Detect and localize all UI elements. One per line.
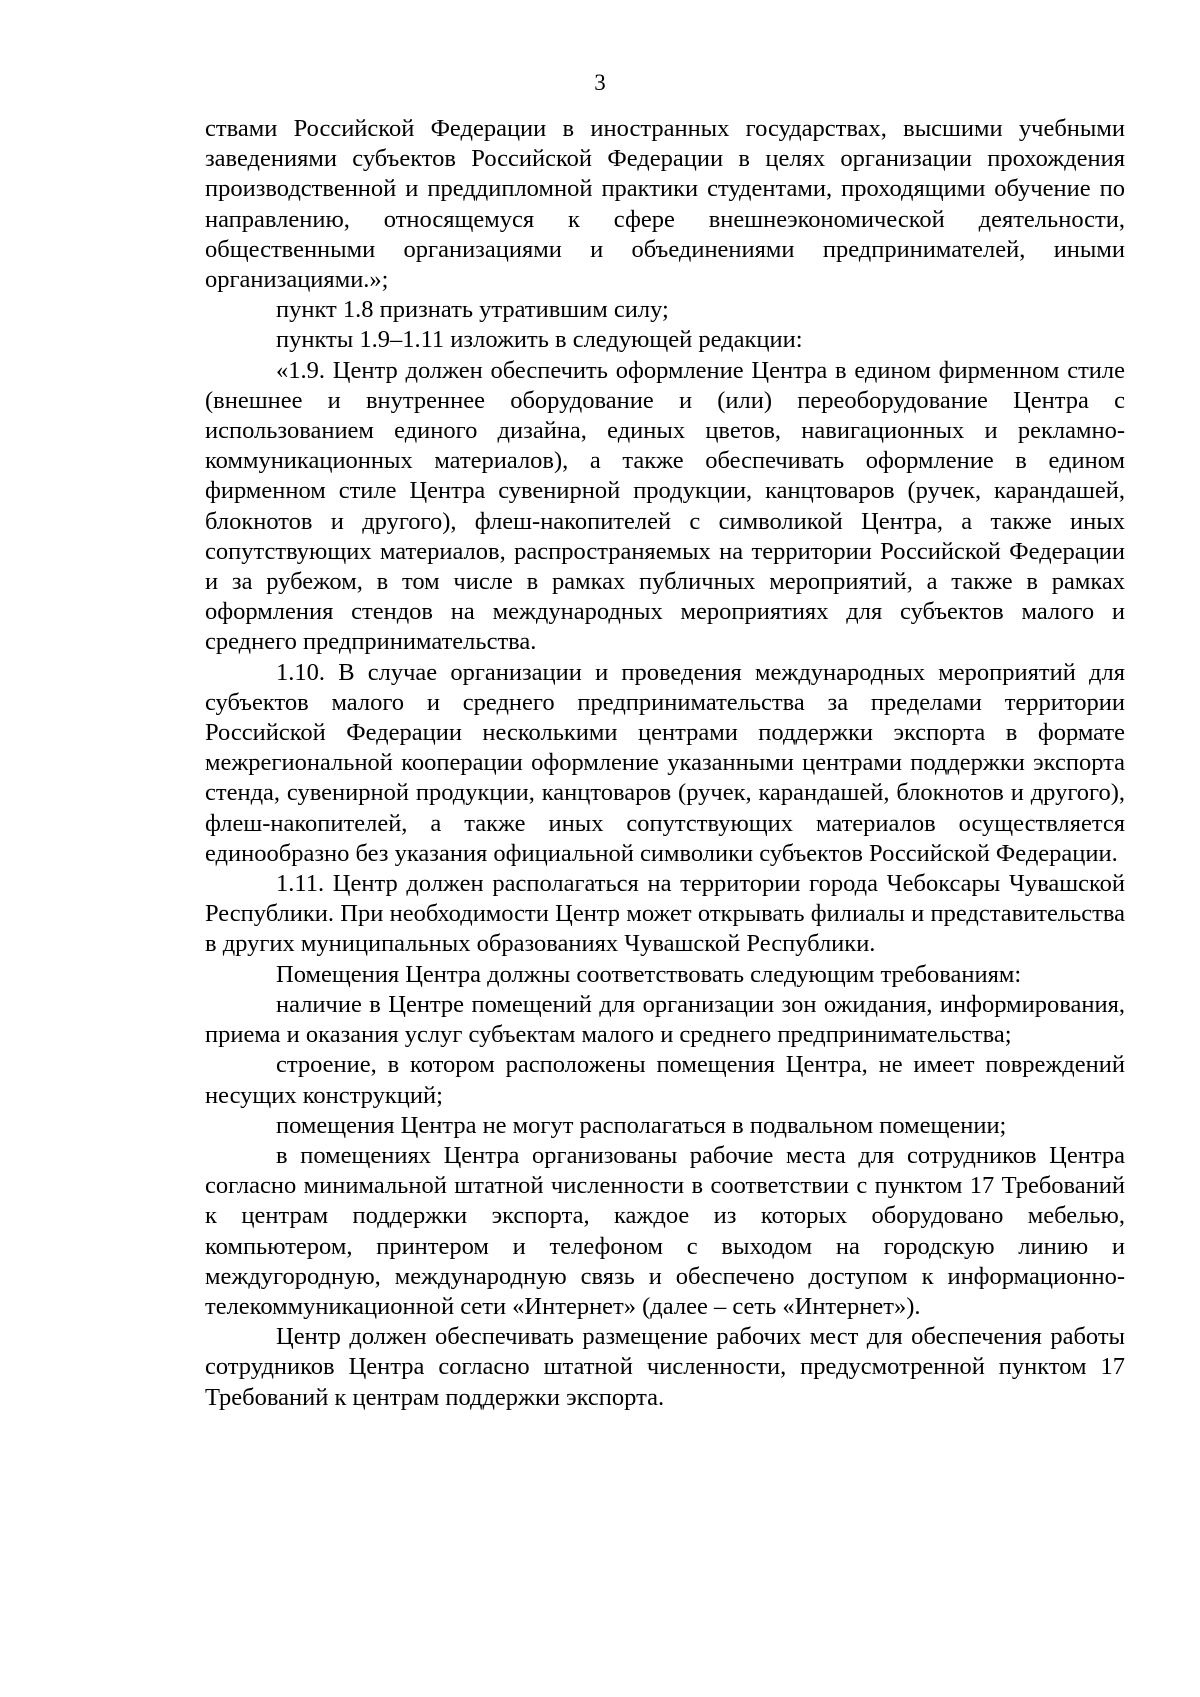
- paragraph: в помещениях Центра организованы рабочие места для сотрудников Центра согласно минимальной штатной численности в соответствии с пунктом 17 Требований к центрам поддержки экспорта, каждое из которых оборудовано мебелью, компьютером, принтером и телефоном с выходом на городскую линию и междугородную, международную связь и обеспечено доступом к информационно-телекоммуникационной сети «Интернет» (далее – сеть «Интернет»).: [205, 1141, 1125, 1320]
- paragraph: Центр должен обеспечивать размещение рабочих мест для обеспечения работы сотрудников Центра согласно штатной численности, предусмотренной пунктом 17 Требований к центрам поддержки экспорта.: [205, 1323, 1125, 1411]
- paragraph: 1.10. В случае организации и проведения международных мероприятий для субъектов малого и среднего предпринимательства за пределами территории Российской Федерации несколькими центрами поддержки экспорта в формате межрегиональной кооперации оформление указанными центрами поддержки экспорта стенда, сувенирной продукции, канцтоваров (ручек, карандашей, блокнотов и другого), флеш-накопителей, а также иных сопутствующих материалов осуществляется единообразно без указания официальной символики субъектов Российской Федерации.: [205, 658, 1125, 867]
- paragraph: пункты 1.9–1.11 изложить в следующей редакции:: [276, 326, 803, 354]
- paragraph: помещения Центра не могут располагаться в подвальном помещении;: [276, 1111, 1007, 1139]
- paragraph: наличие в Центре помещений для организации зон ожидания, информирования, приема и оказания услуг субъектам малого и среднего предпринимательства;: [205, 990, 1125, 1049]
- paragraph: строение, в котором расположены помещения Центра, не имеет повреждений несущих конструкций;: [205, 1051, 1125, 1109]
- paragraph: «1.9. Центр должен обеспечить оформление Центра в едином фирменном стиле (внешнее и внутреннее оборудование и (или) переоборудование Центра с использованием единого дизайна, единых цветов, навигационных и рекламно-коммуникационных материалов), а также обеспечивать оформление в едином фирменном стиле Центра сувенирной продукции, канцтоваров (ручек, карандашей, блокнотов и другого), флеш-накопителей с символикой Центра, а также иных сопутствующих материалов, распространяемых на территории Российской Федерации и за рубежом, в том числе в рамках публичных мероприятий, а также в рамках оформления стендов на международных мероприятиях для субъектов малого и среднего предпринимательства.: [205, 356, 1125, 656]
- paragraph: 1.11. Центр должен располагаться на территории города Чебоксары Чувашской Республики. При необходимости Центр может открывать филиалы и представительства в других муниципальных образованиях Чувашской Республики.: [205, 870, 1125, 958]
- document-body: [205, 114, 1125, 1413]
- paragraph: Помещения Центра должны соответствовать следующим требованиям:: [276, 960, 1022, 988]
- paragraph: ствами Российской Федерации в иностранных государствах, высшими учебными заведениями субъектов Российской Федерации в целях организации прохождения производственной и преддипломной практики студентами, проходящими обучение по направлению, относящемуся к сфере внешнеэкономической деятельности, общественными организациями и объединениями предпринимателей, иными организациями.»;: [205, 115, 1125, 294]
- page-number: 3: [594, 70, 606, 95]
- paragraph: пункт 1.8 признать утратившим силу;: [276, 296, 669, 324]
